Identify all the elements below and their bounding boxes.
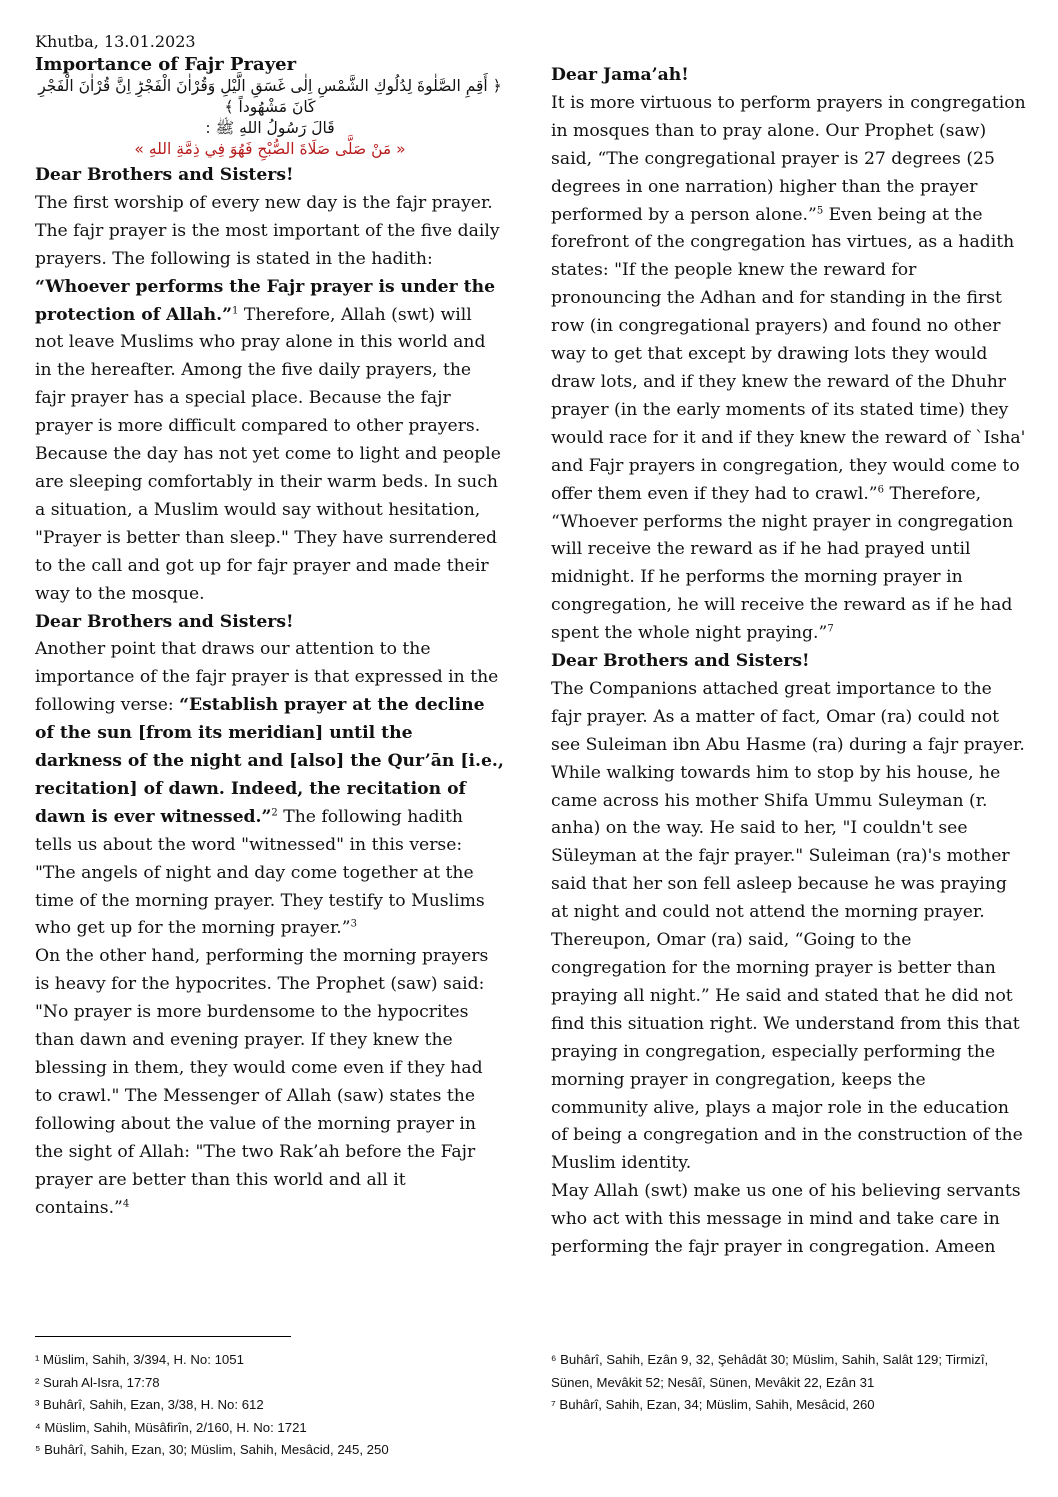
footnote-ref-7: 7	[827, 623, 834, 635]
salutation-brothers-sisters-2: Dear Brothers and Sisters!	[35, 611, 294, 632]
salutation-brothers-sisters-1: Dear Brothers and Sisters!	[35, 165, 294, 185]
footnotes-left	[35, 1349, 525, 1462]
verse-arabic: ﴿ أَقِمِ الصَّلٰوةَ لِدُلُوكِ الشَّمْسِ اِلٰى غَسَقِ الَّيْلِ وَقُرْاٰنَ الْفَجْرِؕ اِنَّ قُرْاٰنَ الْفَجْرِ كَانَ مَشْهُوداً ﴾	[38, 77, 502, 116]
text: Even being at the forefront of the congregation has virtues, as a hadith states: "If the people knew the reward for pronouncing the Adhan and for standing in the first row (in congregational prayers) and found no other way to get that except by drawing lots they would draw lots, and if they knew the reward of the Dhuhr prayer (in the early moments of its stated time) they would race for it and if they knew the reward of `Isha' and Fajr prayers in congregation, they would come to offer them even if they had to crawl.”	[551, 204, 1026, 504]
salutation-brothers-sisters-3: Dear Brothers and Sisters!	[551, 651, 810, 672]
prophet-said-arabic: قَالَ رَسُولُ اللهِ ﷺ :	[205, 119, 335, 137]
text: Another point that draws our attention to the importance of the fajr prayer is that expressed in the following verse:	[35, 639, 499, 716]
footnote-ref-6: 6	[877, 483, 884, 495]
footnote-ref-2: 2	[271, 807, 278, 819]
hadith-quote: “Whoever performs the Fajr prayer is under the protection of Allah.”	[35, 276, 496, 325]
footnote-ref-5: 5	[816, 204, 824, 216]
footnote-6: ⁶ Buhârî, Sahih, Ezân 9, 32, Şehâdât 30; Müslim, Sahih, Salât 129; Tirmizî, Sünen, Mevâkit 52; Nesâî, Sünen, Mevâkit 22, Ezân 31	[551, 1352, 989, 1390]
text: On the other hand, performing the morning prayers is heavy for the hypocrites. The Prophet (saw) said: "No prayer is more burdensome to the hypocrites than dawn and evening prayer. If they knew the blessing in them, they would come even if they had to crawl." The Messenger of Allah (saw) states the following about the value of the morning prayer in the sight of Allah: "The two Rak’ah before the Fajr prayer are better than this world and all it contains.”	[35, 946, 489, 1218]
paragraph-companions: The Companions attached great importance to the fajr prayer. As a matter of fact, Omar (ra) could not see Suleiman ibn Abu Hasme (ra) during a fajr prayer. While walking towards him to stop by his house, he came across his mother Shifa Ummu Suleyman (r. anha) on the way. He said to her, "I couldn't see Süleyman at the fajr prayer." Suleiman (ra)'s mother said that her son fell asleep because he was praying at night and could not attend the morning prayer. Thereupon, Omar (ra) said, “Going to the congregation for the morning prayer is better than praying all night.” He said and stated that he did not find this situation right. We understand from this that praying in congregation, especially performing the morning prayer in congregation, keeps the community alive, plays a major role in the education of being a congregation and in the construction of the Muslim identity.	[551, 678, 1025, 1174]
hadith-arabic: « مَنْ صَلَّى صَلَاةَ الصُّبْحِ فَهُوَ فِي ذِمَّةِ اللهِ »	[134, 140, 406, 158]
text: The first worship of every new day is the fajr prayer. The fajr prayer is the most important of the five daily prayers. The following is stated in the hadith:	[35, 192, 500, 269]
paragraph-hypocrites	[35, 943, 505, 1222]
footnote-ref-4: 4	[122, 1197, 130, 1209]
footnotes-right	[551, 1349, 1031, 1417]
footnote-ref-3: 3	[350, 918, 357, 930]
text: The following hadith tells us about the word "witnessed" in this verse: "The angels of night and day come together at the time of the morning prayer. They testify to Muslims who get up for the morning prayer.”	[35, 806, 485, 939]
paragraph-verse	[35, 636, 505, 943]
footnote-1: ¹ Müslim, Sahih, 3/394, H. No: 1051	[35, 1352, 244, 1367]
salutation-jamaah: Dear Jama’ah!	[551, 65, 689, 85]
left-column	[35, 30, 505, 1222]
footnote-4: ⁴ Müslim, Sahih, Müsâfirîn, 2/160, H. No: 1721	[35, 1419, 307, 1435]
paragraph-congregation	[551, 90, 1026, 648]
footnote-7: ⁷ Buhârî, Sahih, Ezan, 34; Müslim, Sahih, Mesâcid, 260	[551, 1397, 875, 1413]
footnote-5: ⁵ Buhârî, Sahih, Ezan, 30; Müslim, Sahih, Mesâcid, 245, 250	[35, 1442, 389, 1458]
footnote-3: ³ Buhârî, Sahih, Ezan, 3/38, H. No: 612	[35, 1397, 264, 1413]
text: It is more virtuous to perform prayers in congregation in mosques than to pray alone. Our Prophet (saw) said, “The congregational prayer is 27 degrees (25 degrees in one narration) higher than the prayer performed by a person alone.”	[551, 92, 1026, 225]
footnote-divider	[35, 1336, 291, 1337]
footnote-2: ² Surah Al-Isra, 17:78	[35, 1374, 160, 1390]
page-title: Importance of Fajr Prayer	[35, 54, 297, 75]
paragraph-fajr-intro	[35, 190, 505, 609]
date-line: Khutba, 13.01.2023	[35, 32, 196, 51]
verse-quote: “Establish prayer at the decline of the sun [from its meridian] until the darkness of the night and [also] the Qur’ān [i.e., recitation] of dawn. Indeed, the recitation of dawn is ever witnessed.”	[35, 695, 504, 827]
right-column	[551, 62, 1026, 1262]
text: Therefore, “Whoever performs the night prayer in congregation will receive the reward as if he had prayed until midnight. If he performs the morning prayer in congregation, he will receive the reward as if he had spent the whole night praying.”	[551, 483, 1014, 644]
footnote-ref-1: 1	[232, 304, 239, 316]
text: Therefore, Allah (swt) will not leave Muslims who pray alone in this world and in the hereafter. Among the five daily prayers, the fajr prayer has a special place. Because the fajr prayer is more difficult compared to other prayers. Because the day has not yet come to light and people are sleeping comfortably in their warm beds. In such a situation, a Muslim would say without hesitation, "Prayer is better than sleep." They have surrendered to the call and got up for fajr prayer and made their way to the mosque.	[35, 304, 501, 604]
paragraph-dua: May Allah (swt) make us one of his believing servants who act with this message in mind and take care in performing the fajr prayer in congregation. Ameen	[551, 1181, 1021, 1258]
